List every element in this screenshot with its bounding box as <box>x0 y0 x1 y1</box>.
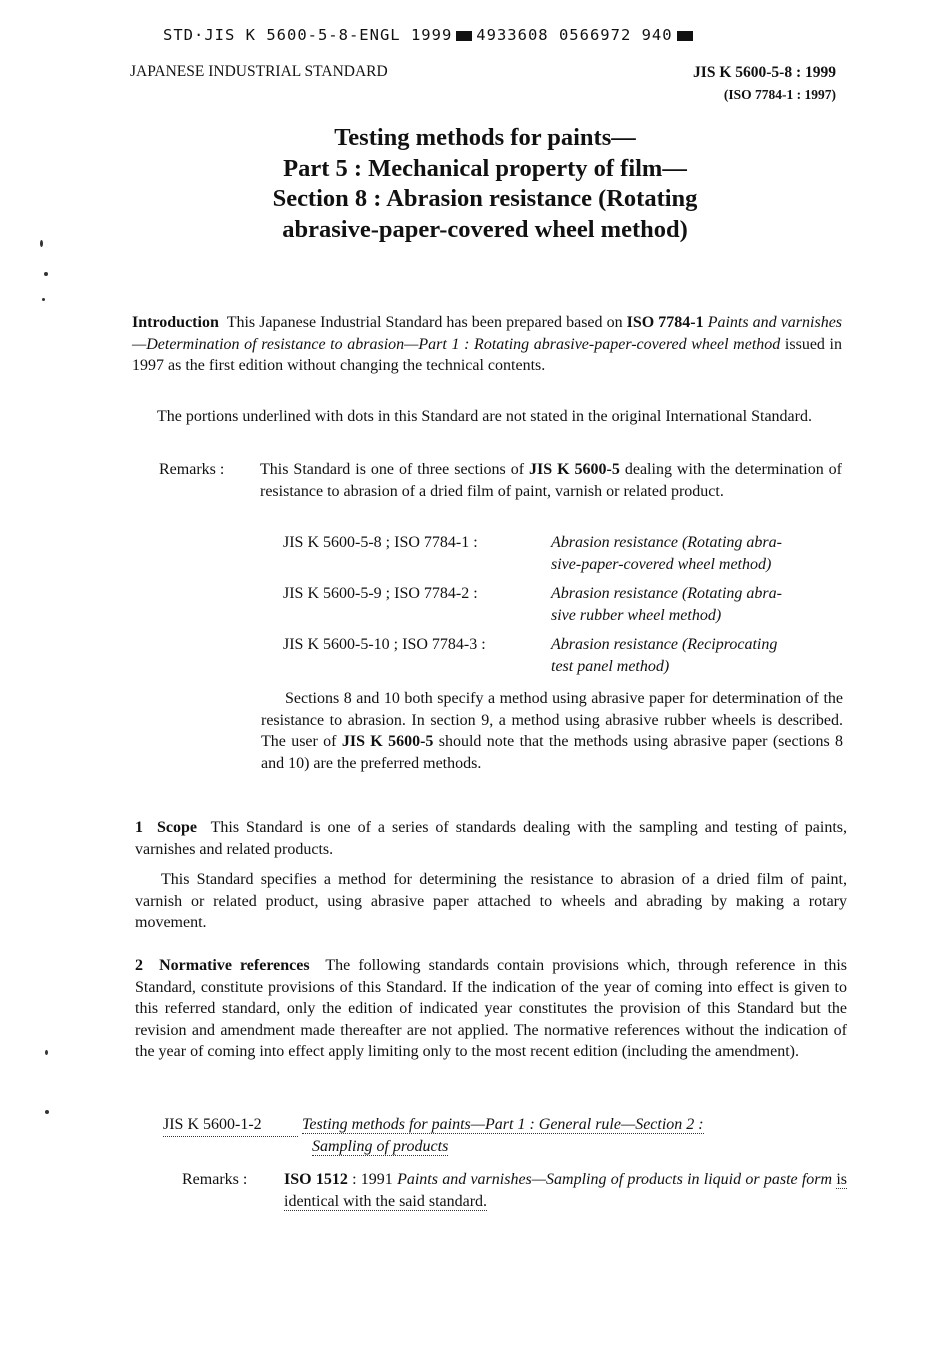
remarks-text-part: dealing with the determination of resistance to abrasion of a dried film of paint, varnish or related product. <box>260 461 842 500</box>
scan-mark <box>44 272 48 276</box>
scope-section <box>135 817 847 860</box>
introduction-paragraph <box>132 312 842 377</box>
section-title: sive-paper-covered wheel method) <box>551 555 772 573</box>
section-entry <box>283 634 843 677</box>
intro-note-paragraph: The portions underlined with dots in this Standard are not stated in the original International Standard. <box>157 408 812 425</box>
title-line: Section 8 : Abrasion resistance (Rotating <box>272 185 698 212</box>
remarks-text <box>260 459 842 502</box>
remarks-title: Paints and varnishes—Sampling of products in liquid or paste form <box>397 1171 833 1188</box>
normative-section <box>135 955 847 1063</box>
reference-title-cont <box>312 1136 448 1158</box>
introduction-heading: Introduction <box>132 314 219 331</box>
scan-mark <box>45 1110 49 1114</box>
section-title: Abrasion resistance (Reciprocating <box>551 636 778 653</box>
section-list <box>283 532 843 677</box>
document-title <box>130 123 840 245</box>
standard-number-block <box>693 62 836 106</box>
intro-text: This Japanese Industrial Standard has been prepared based on <box>226 314 623 331</box>
reference-code: JIS K 5600-1-2 <box>163 1114 298 1137</box>
scan-mark <box>45 1050 48 1055</box>
stamp-block <box>456 31 472 41</box>
remarks-note-text: should note that the methods using abrasive paper (sections 8 and 10) are the preferred methods. <box>261 733 844 772</box>
section-title: Abrasion resistance (Rotating abra- <box>551 585 782 602</box>
scope-heading: Scope <box>156 819 197 836</box>
standard-number: JIS K 5600-5-8 : 1999 <box>693 64 836 81</box>
section-entry <box>283 532 843 575</box>
title-line: Testing methods for paints— <box>334 124 636 151</box>
remarks-note <box>261 688 843 774</box>
stamp-serial: 4933608 0566972 940 <box>476 26 673 44</box>
remarks-standard: JIS K 5600-5 <box>529 461 620 478</box>
scope-text: This Standard is one of a series of standards dealing with the sampling and testing of paints, varnishes and related products. <box>135 819 847 858</box>
stamp-block <box>677 31 693 41</box>
remarks-label: Remarks : <box>182 1171 248 1188</box>
title-line: abrasive-paper-covered wheel method) <box>282 215 688 243</box>
remarks-text-part: This Standard is one of three sections of <box>260 461 525 478</box>
section-code: JIS K 5600-5-8 ; ISO 7784-1 : <box>283 534 478 551</box>
remarks-label: Remarks : <box>159 461 225 478</box>
section-entry <box>283 583 843 626</box>
remarks-note-text: Sections 8 and 10 both specify a method using abrasive paper for determination of the resistance to abrasion. In section 9, a method using abrasive rubber wheels is described. The user of <box>261 690 843 750</box>
section-title: Abrasion resistance (Rotating abra- <box>551 534 782 551</box>
remarks-end: is identical with the said standard. <box>284 1171 848 1210</box>
stamp-code: STD·JIS K 5600-5-8-ENGL 1999 <box>163 26 453 44</box>
section-code: JIS K 5600-5-10 ; ISO 7784-3 : <box>283 636 486 653</box>
iso-reference: ISO 7784-1 <box>626 314 704 331</box>
reference-title: Testing methods for paints—Part 1 : General rule—Section 2 : <box>302 1116 704 1133</box>
remarks-text <box>284 1169 847 1212</box>
remarks-iso: ISO 1512 <box>284 1171 348 1188</box>
iso-title: Paints and varnishes—Determination of resistance to abrasion—Part 1 : Rotating abrasive-paper-covered wheel method <box>132 314 843 353</box>
normative-number: 2 <box>135 957 143 974</box>
remarks-note-standard: JIS K 5600-5 <box>341 733 434 750</box>
scan-mark <box>40 240 43 247</box>
section-code: JIS K 5600-5-9 ; ISO 7784-2 : <box>283 585 478 602</box>
reference-entry <box>163 1114 704 1137</box>
standard-org: JAPANESE INDUSTRIAL STANDARD <box>130 63 388 80</box>
normative-heading: Normative references <box>159 957 310 974</box>
normative-text: The following standards contain provisions which, through reference in this Standard, constitute provisions of this Standard. If the indication of the year of coming into effect is given to this referred standard, only the edition of indicated year constitutes the provision of this Standard but the revision and amendment made thereafter are not applied. The normative references without the indication of the year of coming into effect apply limiting only to the most recent edition (including the amendment). <box>135 957 848 1060</box>
document-stamp <box>163 26 697 44</box>
section-title: sive rubber wheel method) <box>551 606 722 624</box>
remarks-year: : 1991 <box>352 1171 393 1188</box>
scope-number: 1 <box>135 819 143 836</box>
section-title: test panel method) <box>551 657 670 675</box>
scope-paragraph: This Standard specifies a method for determining the resistance to abrasion of a dried film of paint, varnish or related product, using abrasive paper attached to wheels and abrading by making a rotary movement. <box>135 871 847 931</box>
title-line: Part 5 : Mechanical property of film— <box>283 154 687 182</box>
scan-mark <box>42 298 45 301</box>
iso-number: (ISO 7784-1 : 1997) <box>723 87 836 102</box>
intro-text: issued in 1997 as the first edition without changing the technical contents. <box>132 335 842 374</box>
reference-title: Sampling of products <box>312 1138 449 1155</box>
